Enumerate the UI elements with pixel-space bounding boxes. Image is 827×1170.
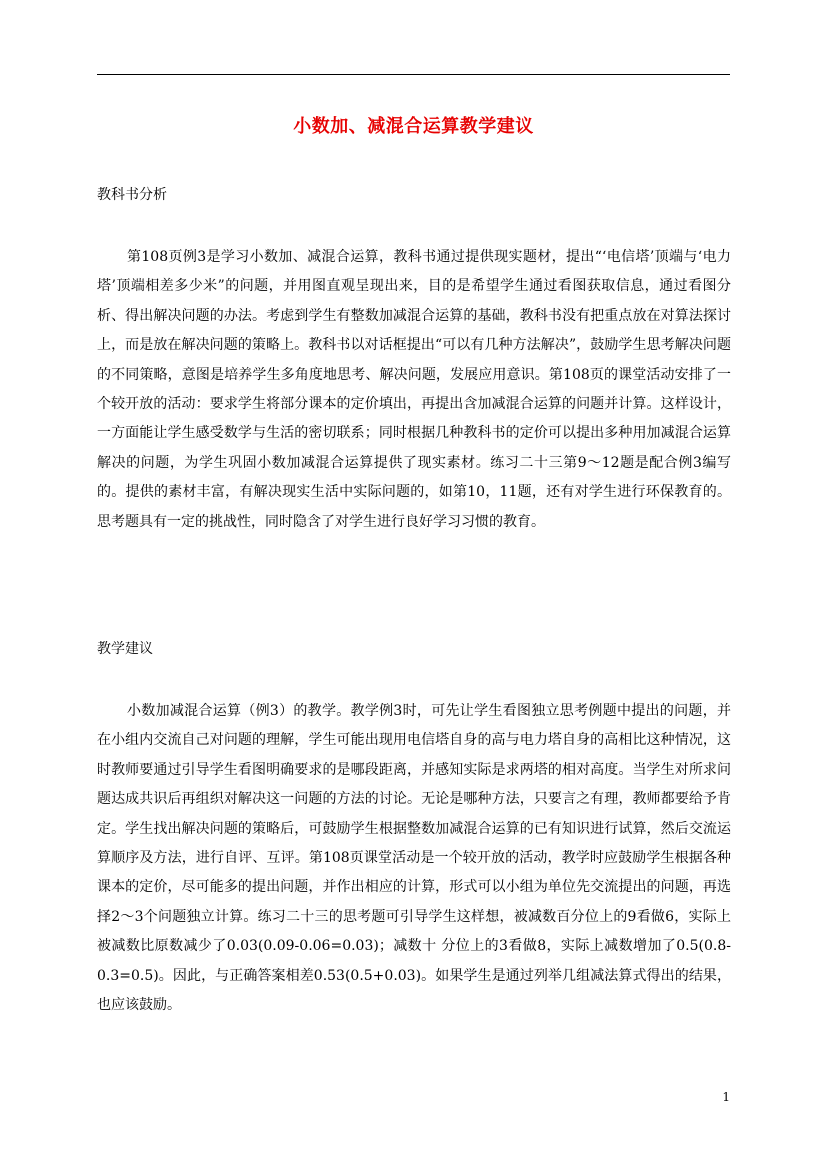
- page-number: 1: [722, 1090, 730, 1104]
- section-paragraph-textbook-analysis: 第108页例3是学习小数加、减混合运算，教科书通过提供现实题材，提出“‘电信塔’顶端与‘电力塔’顶端相差多少米”的问题，并用图直观呈现出来，目的是希望学生通过看图获取信息，通过看图分析、得出解决问题的办法。考虑到学生有整数加减混合运算的基础，教科书没有把重点放在对算法探讨上，而是放在解决问题的策略上。教科书以对话框提出“可以有几种方法解决”，鼓励学生思考解决问题的不同策略，意图是培养学生多角度地思考、解决问题，发展应用意识。第108页的课堂活动安排了一个较开放的活动：要求学生将部分课本的定价填出，再提出含加减混合运算的问题并计算。这样设计，一方面能让学生感受数学与生活的密切联系；同时根据几种教科书的定价可以提出多种用加减混合运算解决的问题，为学生巩固小数加减混合运算提供了现实素材。练习二十三第9～12题是配合例3编写的。提供的素材丰富，有解决现实生活中实际问题的，如第10，11题，还有对学生进行环保教育的。思考题具有一定的挑战性，同时隐含了对学生进行良好学习习惯的教育。: [97, 249, 731, 530]
- header-rule: [97, 74, 730, 75]
- section-heading-teaching-suggestions: 教学建议: [97, 641, 153, 657]
- section-heading-textbook-analysis: 教科书分析: [97, 187, 167, 203]
- document-title: 小数加、减混合运算教学建议: [293, 116, 534, 137]
- section-paragraph-teaching-suggestions: 小数加减混合运算（例3）的教学。教学例3时，可先让学生看图独立思考例题中提出的问题，并在小组内交流自己对问题的理解，学生可能出现用电信塔自身的高与电力塔自身的高相比这种情况，这时教师要通过引导学生看图明确要求的是哪段距离，并感知实际是求两塔的相对高度。当学生对所求问题达成共识后再组织对解决这一问题的方法的讨论。无论是哪种方法，只要言之有理，教师都要给予肯定。学生找出解决问题的策略后，可鼓励学生根据整数加减混合运算的已有知识进行试算，然后交流运算顺序及方法，进行自评、互评。第108页课堂活动是一个较开放的活动，教学时应鼓励学生根据各种课本的定价，尽可能多的提出问题，并作出相应的计算，形式可以小组为单位先交流提出的问题，再选择2～3个问题独立计算。练习二十三的思考题可引导学生这样想，被减数百分位上的9看做6，实际上被减数比原数减少了0.03(0.09-0.06=0.03)；减数十 分位上的3看做8，实际上减数增加了0.5(0.8-0.3=0.5)。因此，与正确答案相差0.53(0.5+0.03)。如果学生是通过列举几组减法算式得出的结果，也应该鼓励。: [97, 703, 731, 1014]
